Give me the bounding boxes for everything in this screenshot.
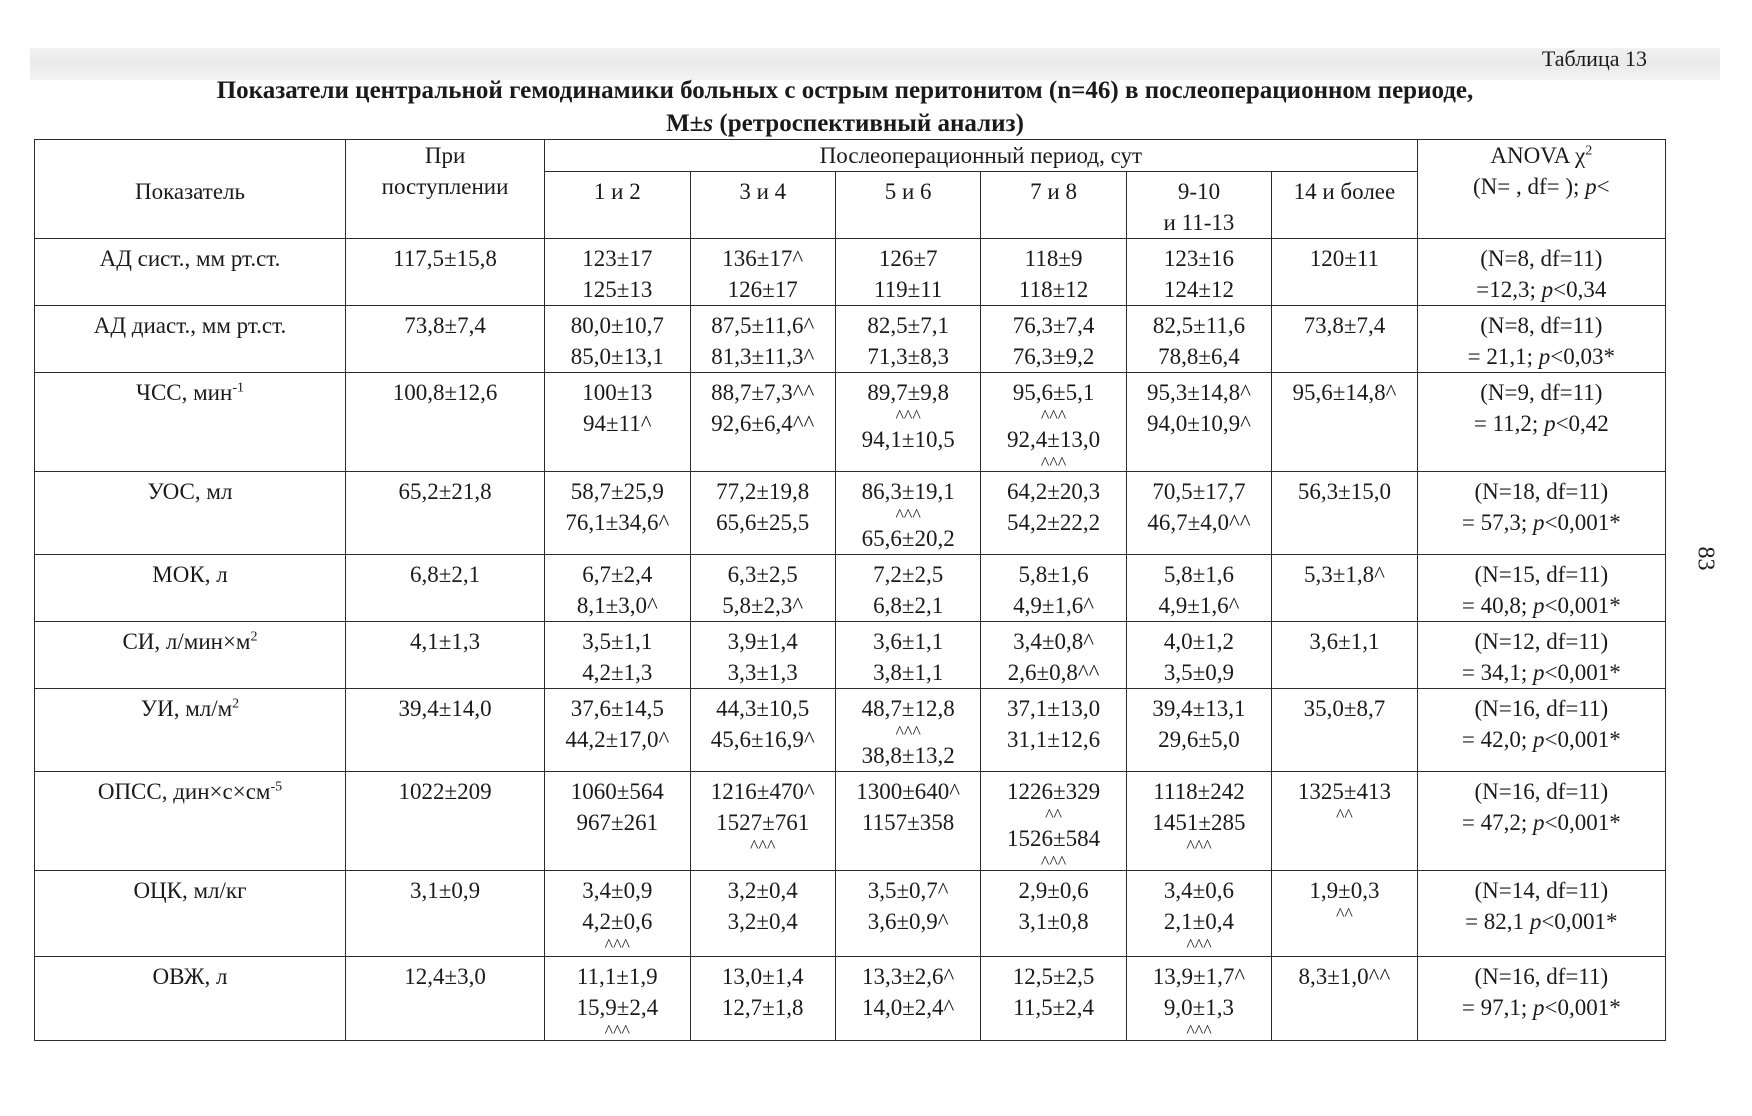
cell-value: 8,3±1,0^^ [1298,964,1391,989]
cell-value: 3,5±0,7^ [867,878,949,903]
cell-value: 29,6±5,0 [1158,727,1240,752]
anova-params: (N=16, df=11) [1474,696,1609,721]
header-day-7-8: 7 и 8 [981,172,1126,239]
significance-mark: ^^^ [750,836,776,856]
anova-cell [1417,472,1665,555]
period-cell [1126,472,1271,555]
significance-mark: ^^^ [604,935,630,955]
cell-value: 3,9±1,4 [727,629,798,654]
cell-value: 6,7±2,4 [582,562,653,587]
cell-value: 118±12 [1018,277,1089,302]
anova-params: (N=18, df=11) [1474,479,1609,504]
cell-value: 95,3±14,8^ [1147,380,1251,405]
cell-value: 9,0±1,3 [1163,995,1235,1020]
period-cell [1272,772,1417,871]
cell-value: 48,7±12,8 [861,696,955,721]
cell-value: 45,6±16,9^ [710,727,815,752]
period-cell [545,772,690,871]
cell-value: 70,5±17,7 [1152,479,1246,504]
cell-value: 82,5±11,6 [1152,313,1246,338]
cell-value: 5,3±1,8^ [1303,562,1385,587]
significance-mark: ^^ [1045,805,1063,825]
row-label: МОК, л [35,555,346,622]
anova-params: (N=14, df=11) [1474,878,1609,903]
period-cell [690,622,835,689]
table-row [35,689,1666,772]
period-cell [835,373,980,472]
anova-params: (N=16, df=11) [1474,964,1609,989]
cell-value: 3,2±0,4 [727,909,798,934]
anova-params: (N=15, df=11) [1474,562,1609,587]
significance-mark: ^^^ [895,406,921,426]
cell-value: 6,8±2,1 [873,593,944,618]
period-cell [835,622,980,689]
admission-value: 4,1±1,3 [345,622,544,689]
cell-value: 8,1±3,0^ [576,593,658,618]
period-cell [981,871,1126,957]
cell-value: 2,6±0,8^^ [1007,660,1100,685]
cell-value: 39,4±13,1 [1152,696,1246,721]
row-label: АД диаст., мм рт.ст. [35,306,346,373]
anova-cell [1417,239,1665,306]
period-cell [981,957,1126,1041]
cell-value: 77,2±19,8 [716,479,810,504]
cell-value: 64,2±20,3 [1007,479,1101,504]
cell-value: 13,9±1,7^ [1152,964,1246,989]
anova-result: = 97,1; p<0,001* [1461,995,1621,1020]
header-day-14-plus: 14 и более [1272,172,1417,239]
header-anova: ANOVA $\chi^2$ (N= , df= ); p< [1417,140,1665,239]
cell-value: 4,0±1,2 [1163,629,1235,654]
period-cell [545,373,690,472]
cell-value: 44,2±17,0^ [565,727,670,752]
cell-value: 65,6±20,2 [861,526,955,551]
cell-value: 88,7±7,3^^ [711,380,815,405]
period-cell [835,957,980,1041]
period-cell [981,472,1126,555]
anova-params: (N=8, df=11) [1480,313,1603,338]
period-cell [835,306,980,373]
anova-cell [1417,555,1665,622]
period-cell [1126,772,1271,871]
table-row [35,555,1666,622]
cell-value: 95,6±14,8^ [1292,380,1397,405]
cell-value: 12,7±1,8 [721,995,804,1020]
anova-cell [1417,689,1665,772]
significance-mark: ^^^ [895,505,921,525]
anova-cell [1417,622,1665,689]
cell-value: 3,6±1,1 [873,629,944,654]
significance-mark: ^^ [1335,805,1353,825]
cell-value: 1060±564 [570,779,664,804]
cell-value: 4,9±1,6^ [1013,593,1095,618]
cell-value: 85,0±13,1 [570,344,664,369]
cell-value: 1527±761 [716,810,810,835]
cell-value: 3,3±1,3 [727,660,798,685]
cell-value: 4,2±0,6 [582,909,653,934]
cell-value: 14,0±2,4^ [861,995,955,1020]
cell-value: 35,0±8,7 [1303,696,1386,721]
cell-value: 13,3±2,6^ [861,964,955,989]
cell-value: 92,4±13,0 [1007,427,1101,452]
period-cell [981,772,1126,871]
cell-value: 3,4±0,9 [582,878,653,903]
admission-value: 100,8±12,6 [345,373,544,472]
cell-value: 1451±285 [1152,810,1246,835]
period-cell [690,239,835,306]
period-cell [690,689,835,772]
period-cell [545,239,690,306]
period-cell [1126,555,1271,622]
cell-value: 1300±640^ [856,779,961,804]
cell-value: 967±261 [576,810,659,835]
cell-value: 3,5±0,9 [1163,660,1235,685]
period-cell [835,239,980,306]
cell-value: 13,0±1,4 [721,964,804,989]
period-cell [690,871,835,957]
table-row [35,622,1666,689]
cell-value: 95,6±5,1 [1012,380,1095,405]
cell-value: 136±17^ [722,246,804,271]
period-cell [545,689,690,772]
period-cell [1126,622,1271,689]
period-cell [835,871,980,957]
cell-value: 3,6±0,9^ [867,909,949,934]
header-postop-period: Послеоперационный период, сут [545,140,1418,172]
cell-value: 65,6±25,5 [716,510,810,535]
cell-value: 1157±358 [862,810,955,835]
significance-mark: ^^^ [895,722,921,742]
period-cell [981,306,1126,373]
period-cell [981,373,1126,472]
period-cell [1272,957,1417,1041]
cell-value: 4,9±1,6^ [1158,593,1240,618]
table-row [35,772,1666,871]
anova-cell [1417,772,1665,871]
anova-result: = 42,0; p<0,001* [1461,727,1621,752]
period-cell [690,555,835,622]
period-cell [545,957,690,1041]
anova-result: = 34,1; p<0,001* [1461,660,1621,685]
cell-value: 37,6±14,5 [570,696,664,721]
row-label: ЧСС, мин$^{-1}$ [35,373,346,472]
period-cell [545,871,690,957]
row-label: ОПСС, $дин\times с\times см^{-5}$ [35,772,346,871]
period-cell [981,555,1126,622]
cell-value: 3,5±1,1 [582,629,653,654]
header-day-3-4: 3 и 4 [690,172,835,239]
cell-value: 124±12 [1163,277,1235,302]
cell-value: 86,3±19,1 [861,479,955,504]
cell-value: 71,3±8,3 [867,344,949,369]
cell-value: 1118±242 [1153,779,1245,804]
row-label: УИ, $мл/м^2$ [35,689,346,772]
period-cell [690,373,835,472]
significance-mark: ^^^ [1040,852,1067,872]
anova-result: = 82,1 p<0,001* [1465,909,1618,934]
anova-params: (N=12, df=11) [1474,629,1609,654]
period-cell [1272,239,1417,306]
anova-cell [1417,373,1665,472]
anova-result: = 47,2; p<0,001* [1461,810,1621,835]
cell-value: 123±16 [1163,246,1235,271]
period-cell [1126,373,1271,472]
row-label: ОЦК, мл/кг [35,871,346,957]
period-cell [1272,871,1417,957]
anova-params: (N=8, df=11) [1480,246,1603,271]
cell-value: 5,8±1,6 [1018,562,1089,587]
period-cell [1272,306,1417,373]
period-cell [545,622,690,689]
significance-mark: ^^^ [604,1021,630,1041]
cell-value: 3,2±0,4 [727,878,798,903]
cell-value: 1325±413 [1297,779,1391,804]
cell-value: 11,5±2,4 [1013,995,1094,1020]
cell-value: 3,4±0,6 [1163,878,1235,903]
cell-value: 76,3±9,2 [1012,344,1095,369]
significance-mark: ^^^ [1186,836,1212,856]
cell-value: 76,1±34,6^ [565,510,670,535]
cell-value: 94±11^ [583,411,652,436]
period-cell [1126,689,1271,772]
period-cell [1126,306,1271,373]
anova-result: = 11,2; p<0,42 [1473,411,1609,436]
table-row [35,239,1666,306]
admission-value: 39,4±14,0 [345,689,544,772]
significance-mark: ^^^ [1186,935,1212,955]
period-cell [981,622,1126,689]
cell-value: 1526±584 [1007,826,1101,851]
cell-value: 3,1±0,8 [1018,909,1089,934]
cell-value: 100±13 [582,380,653,405]
cell-value: 4,2±1,3 [582,660,653,685]
period-cell [1126,871,1271,957]
period-cell [835,472,980,555]
cell-value: 125±13 [582,277,653,302]
page-number: 83 [1692,546,1719,571]
anova-cell [1417,306,1665,373]
period-cell [981,239,1126,306]
anova-result: = 40,8; p<0,001* [1461,593,1621,618]
cell-value: 92,6±6,4^^ [711,411,815,436]
row-label: УОС, мл [35,472,346,555]
table-row [35,306,1666,373]
header-day-1-2: 1 и 2 [545,172,690,239]
cell-value: 120±11 [1309,246,1380,271]
significance-mark: ^^^ [1186,1021,1212,1041]
period-cell [1272,472,1417,555]
cell-value: 1226±329 [1007,779,1101,804]
cell-value: 54,2±22,2 [1007,510,1101,535]
cell-value: 2,9±0,6 [1018,878,1089,903]
cell-value: 94,1±10,5 [861,427,955,452]
cell-value: 118±9 [1024,246,1083,271]
anova-params: (N=9, df=11) [1480,380,1603,405]
admission-value: 65,2±21,8 [345,472,544,555]
table-title: Показатели центральной гемодинамики больных с острым перитонитом (n=46) в послеоперационном периоде, [216,77,1474,104]
admission-value: 3,1±0,9 [345,871,544,957]
anova-cell [1417,871,1665,957]
cell-value: 38,8±13,2 [861,743,955,768]
period-cell [835,772,980,871]
cell-value: 7,2±2,5 [873,562,944,587]
significance-mark: ^^^ [1040,453,1067,473]
period-cell [545,555,690,622]
table-row [35,957,1666,1041]
table-row [35,373,1666,472]
cell-value: 31,1±12,6 [1007,727,1101,752]
cell-value: 126±17 [727,277,798,302]
cell-value: 76,3±7,4 [1012,313,1095,338]
cell-value: 44,3±10,5 [716,696,810,721]
cell-value: 1216±470^ [710,779,815,804]
period-cell [835,555,980,622]
cell-value: 46,7±4,0^^ [1147,510,1251,535]
significance-mark: ^^^ [1040,406,1067,426]
cell-value: 5,8±2,3^ [722,593,804,618]
cell-value: 5,8±1,6 [1163,562,1235,587]
table-row [35,472,1666,555]
cell-value: 81,3±11,3^ [711,344,815,369]
period-cell [1272,555,1417,622]
period-cell [1272,373,1417,472]
cell-value: 87,5±11,6^ [711,313,815,338]
cell-value: 58,7±25,9 [570,479,664,504]
period-cell [1126,239,1271,306]
cell-value: 11,1±1,9 [576,964,658,989]
period-cell [690,772,835,871]
cell-value: 126±7 [878,246,938,271]
table-label: Таблица 13 [1541,46,1647,71]
cell-value: 3,6±1,1 [1309,629,1380,654]
header-row-1 [35,140,1666,172]
header-admission: При поступлении [345,140,544,239]
row-label: АД сист., мм рт.ст. [35,239,346,306]
anova-result: =12,3; p<0,34 [1476,277,1607,302]
admission-value: 6,8±2,1 [345,555,544,622]
hemodynamics-table [34,139,1666,1041]
period-cell [545,472,690,555]
admission-value: 12,4±3,0 [345,957,544,1041]
period-cell [690,472,835,555]
anova-params: (N=16, df=11) [1474,779,1609,804]
period-cell [545,306,690,373]
admission-value: 117,5±15,8 [345,239,544,306]
period-cell [1272,689,1417,772]
anova-result: = 57,3; p<0,001* [1461,510,1621,535]
cell-value: 1,9±0,3 [1309,878,1380,903]
period-cell [690,306,835,373]
cell-value: 119±11 [873,277,943,302]
cell-value: 82,5±7,1 [867,313,949,338]
cell-value: 12,5±2,5 [1012,964,1095,989]
period-cell [690,957,835,1041]
cell-value: 123±17 [582,246,653,271]
period-cell [835,689,980,772]
cell-value: 80,0±10,7 [570,313,664,338]
header-day-9-13: 9-10 и 11-13 [1126,172,1271,239]
anova-cell [1417,957,1665,1041]
admission-value: 73,8±7,4 [345,306,544,373]
cell-value: 37,1±13,0 [1007,696,1101,721]
cell-value: 56,3±15,0 [1297,479,1391,504]
cell-value: 94,0±10,9^ [1147,411,1251,436]
cell-value: 89,7±9,8 [867,380,949,405]
cell-value: 73,8±7,4 [1303,313,1386,338]
row-label: ОВЖ, л [35,957,346,1041]
period-cell [1272,622,1417,689]
table-title-line2: M±s (ретроспективный анализ) [666,110,1024,137]
admission-value: 1022±209 [345,772,544,871]
cell-value: 15,9±2,4 [576,995,659,1020]
cell-value: 3,4±0,8^ [1013,629,1095,654]
anova-result: = 21,1; p<0,03* [1467,344,1615,369]
cell-value: 6,3±2,5 [727,562,798,587]
cell-value: 2,1±0,4 [1163,909,1235,934]
period-cell [1126,957,1271,1041]
row-label: СИ, $л/мин\times м^2$ [35,622,346,689]
period-cell [981,689,1126,772]
header-indicator: Показатель [35,140,346,239]
significance-mark: ^^ [1335,904,1353,924]
cell-value: 3,8±1,1 [873,660,944,685]
table-row [35,871,1666,957]
cell-value: 78,8±6,4 [1158,344,1240,369]
header-day-5-6: 5 и 6 [835,172,980,239]
